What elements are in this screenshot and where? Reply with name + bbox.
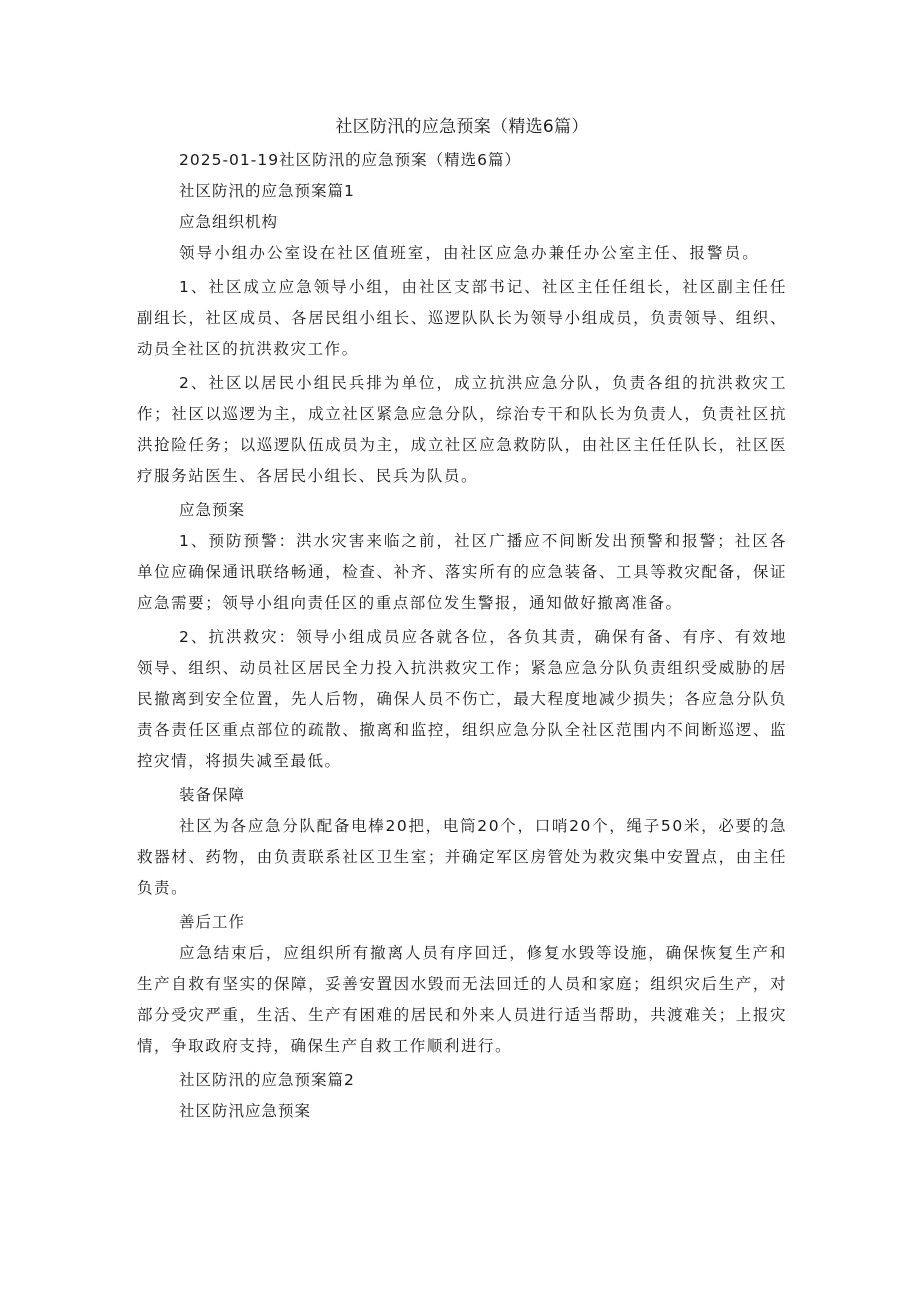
after-paragraph: 应急结束后，应组织所有撤离人员有序回迁，修复水毁等设施，确保恢复生产和生产自救有坚实的保障，妥善安置因水毁而无法回迁的人员和家庭；组织灾后生产，对部分受灾严重，生活、生产有困难的居民和外来人员进行适当帮助，共渡难关；上报灾情，争取政府支持，确保生产自救工作顺利进行。 bbox=[137, 944, 787, 1055]
plan-item1-paragraph: 1、预防预警：洪水灾害来临之前，社区广播应不间断发出预警和报警；社区各单位应确保通讯联络畅通，检查、补齐、落实所有的应急装备、工具等救灾配备，保证应急需要；领导小组向责任区的重点部位发生警报，通知做好撤离准备。 bbox=[137, 532, 787, 612]
document-body bbox=[137, 116, 787, 1127]
equip-heading: 装备保障 bbox=[179, 786, 246, 804]
section1-heading: 社区防汛的应急预案篇1 bbox=[179, 182, 355, 200]
plan-item2-paragraph: 2、抗洪救灾：领导小组成员应各就各位，各负其责，确保有备、有序、有效地领导、组织、动员社区居民全力投入抗洪救灾工作；紧急应急分队负责组织受威胁的居民撤离到安全位置，先人后物，确保人员不伤亡，最大程度地减少损失；各应急分队负责各责任区重点部位的疏散、撤离和监控，组织应急分队全社区范围内不间断巡逻、监控灾情，将损失减至最低。 bbox=[137, 628, 787, 770]
after-heading: 善后工作 bbox=[179, 913, 246, 931]
equip-paragraph: 社区为各应急分队配备电棒20把，电筒20个，口哨20个，绳子50米，必要的急救器材、药物，由负责联系社区卫生室；并确定军区房管处为救灾集中安置点，由主任负责。 bbox=[137, 817, 787, 897]
document-title: 社区防汛的应急预案（精选6篇） bbox=[335, 117, 589, 137]
document-subtitle: 2025-01-19社区防汛的应急预案（精选6篇） bbox=[179, 151, 521, 169]
org-item2-paragraph: 2、社区以居民小组民兵排为单位，成立抗洪应急分队，负责各组的抗洪救灾工作；社区以巡逻为主，成立社区紧急应急分队，综治专干和队长为负责人，负责社区抗洪抢险任务；以巡逻队伍成员为主，成立社区应急救防队，由社区主任任队长，社区医疗服务站医生、各居民小组长、民兵为队员。 bbox=[137, 374, 787, 485]
section2-subheading: 社区防汛应急预案 bbox=[179, 1102, 312, 1120]
org-item1-paragraph: 1、社区成立应急领导小组，由社区支部书记、社区主任任组长，社区副主任任副组长，社区成员、各居民组小组长、巡逻队队长为领导小组成员，负责领导、组织、动员全社区的抗洪救灾工作。 bbox=[137, 278, 787, 358]
section2-heading: 社区防汛的应急预案篇2 bbox=[179, 1071, 355, 1089]
plan-heading: 应急预案 bbox=[179, 501, 246, 519]
org-intro-paragraph: 领导小组办公室设在社区值班室，由社区应急办兼任办公室主任、报警员。 bbox=[179, 244, 760, 262]
org-heading: 应急组织机构 bbox=[179, 213, 279, 231]
